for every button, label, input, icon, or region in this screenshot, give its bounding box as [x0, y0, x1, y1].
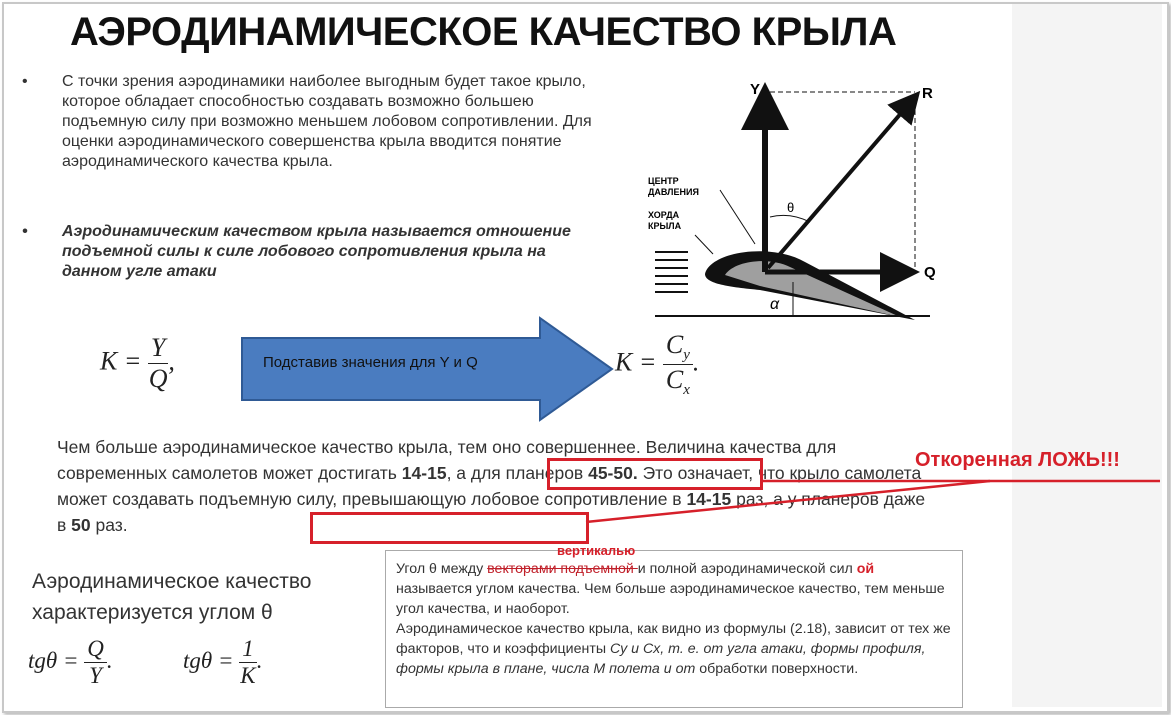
- text: Это означает, что крыло самолета может создавать подъемную силу, превышающую лобовое сопротивление в: [57, 463, 922, 509]
- text-line: Аэродинамическое качество: [32, 570, 312, 593]
- bullet-marker: •: [22, 73, 28, 90]
- bullet-text: С точки зрения аэродинамики наиболее выгодным будет такое крыло, которое обладает способностью создавать возможно большею подъемную силу при возможно меньшем лобовом сопротивлении. Для оценки аэродинамического совершенства крыла вводится понятие аэродинамического качества крыла.: [62, 73, 592, 170]
- label-alpha: α: [770, 296, 780, 313]
- text: называется углом качества. Чем больше аэродинамическое качество, тем меньше угол качества, и наоборот.: [396, 581, 945, 617]
- label-y: Y: [750, 81, 761, 98]
- text: Чем больше аэродинамическое качество крыла, тем оно совершеннее. Величина качества для современных самолетов может достигать: [57, 437, 837, 483]
- label-r: R: [922, 85, 933, 102]
- formula-tail: .: [256, 647, 263, 673]
- label-center2: ДАВЛЕНИЯ: [648, 187, 699, 197]
- formula-numerator: Q: [84, 636, 107, 663]
- text: Угол θ между: [396, 561, 488, 577]
- label-theta: θ: [787, 200, 795, 215]
- quality-angle-text: [32, 566, 311, 628]
- formula-numerator: 1: [239, 636, 257, 663]
- text: и полной аэродинамической сил: [637, 561, 853, 577]
- formula-lhs: K =: [100, 346, 142, 376]
- italic-text: Су и Сх, т. е. от угла атаки, формы профиля, формы крыла в плане, числа М полета и от: [396, 641, 926, 677]
- bullet-text: Аэродинамическим качеством крыла называется отношение подъемной силы к силе лобового сопротивления крыла на данном угле атаки: [62, 223, 571, 280]
- text: Аэродинамическое качество крыла, как видно из формулы (2.18), зависит от тех же факторов, что и коэффициенты: [396, 621, 951, 657]
- text: раз.: [90, 515, 128, 535]
- formula-numerator: C: [665, 330, 684, 359]
- formula-denominator: Y: [89, 663, 102, 688]
- formula-tg-q-y: [28, 636, 113, 689]
- text-line: характеризуется углом θ: [32, 601, 273, 624]
- value-aircraft: 14-15: [686, 489, 732, 509]
- bullet-marker: •: [22, 223, 28, 240]
- text: раз, а у планеров даже в: [57, 489, 926, 535]
- formula-tail: .: [106, 647, 113, 673]
- formula-subscript: x: [683, 382, 690, 399]
- formula-numerator: Y: [148, 333, 168, 364]
- correction-text: вертикалью: [557, 543, 636, 558]
- quality-angle-textbox: [385, 550, 963, 708]
- formula-tail: ,: [168, 346, 175, 376]
- struck-text: векторами подъемной: [487, 561, 638, 577]
- label-chord2: КРЫЛА: [648, 221, 682, 231]
- label-q: Q: [924, 264, 936, 281]
- formula-denominator: K: [240, 663, 256, 688]
- formula-subscript: y: [683, 347, 690, 364]
- formula-tail: .: [692, 347, 700, 377]
- page-title: АЭРОДИНАМИЧЕСКОЕ КАЧЕСТВО КРЫЛА: [70, 10, 897, 54]
- inserted-text: ой: [852, 561, 875, 577]
- label-chord: ХОРДА: [648, 210, 680, 220]
- text: , а для планеров: [446, 463, 589, 483]
- value-glider: 50: [71, 515, 91, 535]
- annotation-false-claim: Откоренная ЛОЖЬ!!!: [915, 449, 1120, 471]
- formula-denominator: Q: [148, 364, 168, 393]
- formula-denominator: C: [665, 365, 684, 395]
- label-center: ЦЕНТР: [648, 176, 679, 186]
- formula-tg-1-k: [183, 636, 262, 689]
- text: обработки поверхности.: [695, 661, 859, 677]
- formula-lhs: tgθ =: [183, 647, 234, 673]
- value-aircraft: 14-15: [401, 463, 447, 483]
- formula-lhs: tgθ =: [28, 647, 79, 673]
- arrow-label: Подставив значения для Y и Q: [263, 354, 478, 371]
- formula-lhs: K =: [615, 347, 657, 377]
- value-glider: 45-50.: [588, 463, 638, 483]
